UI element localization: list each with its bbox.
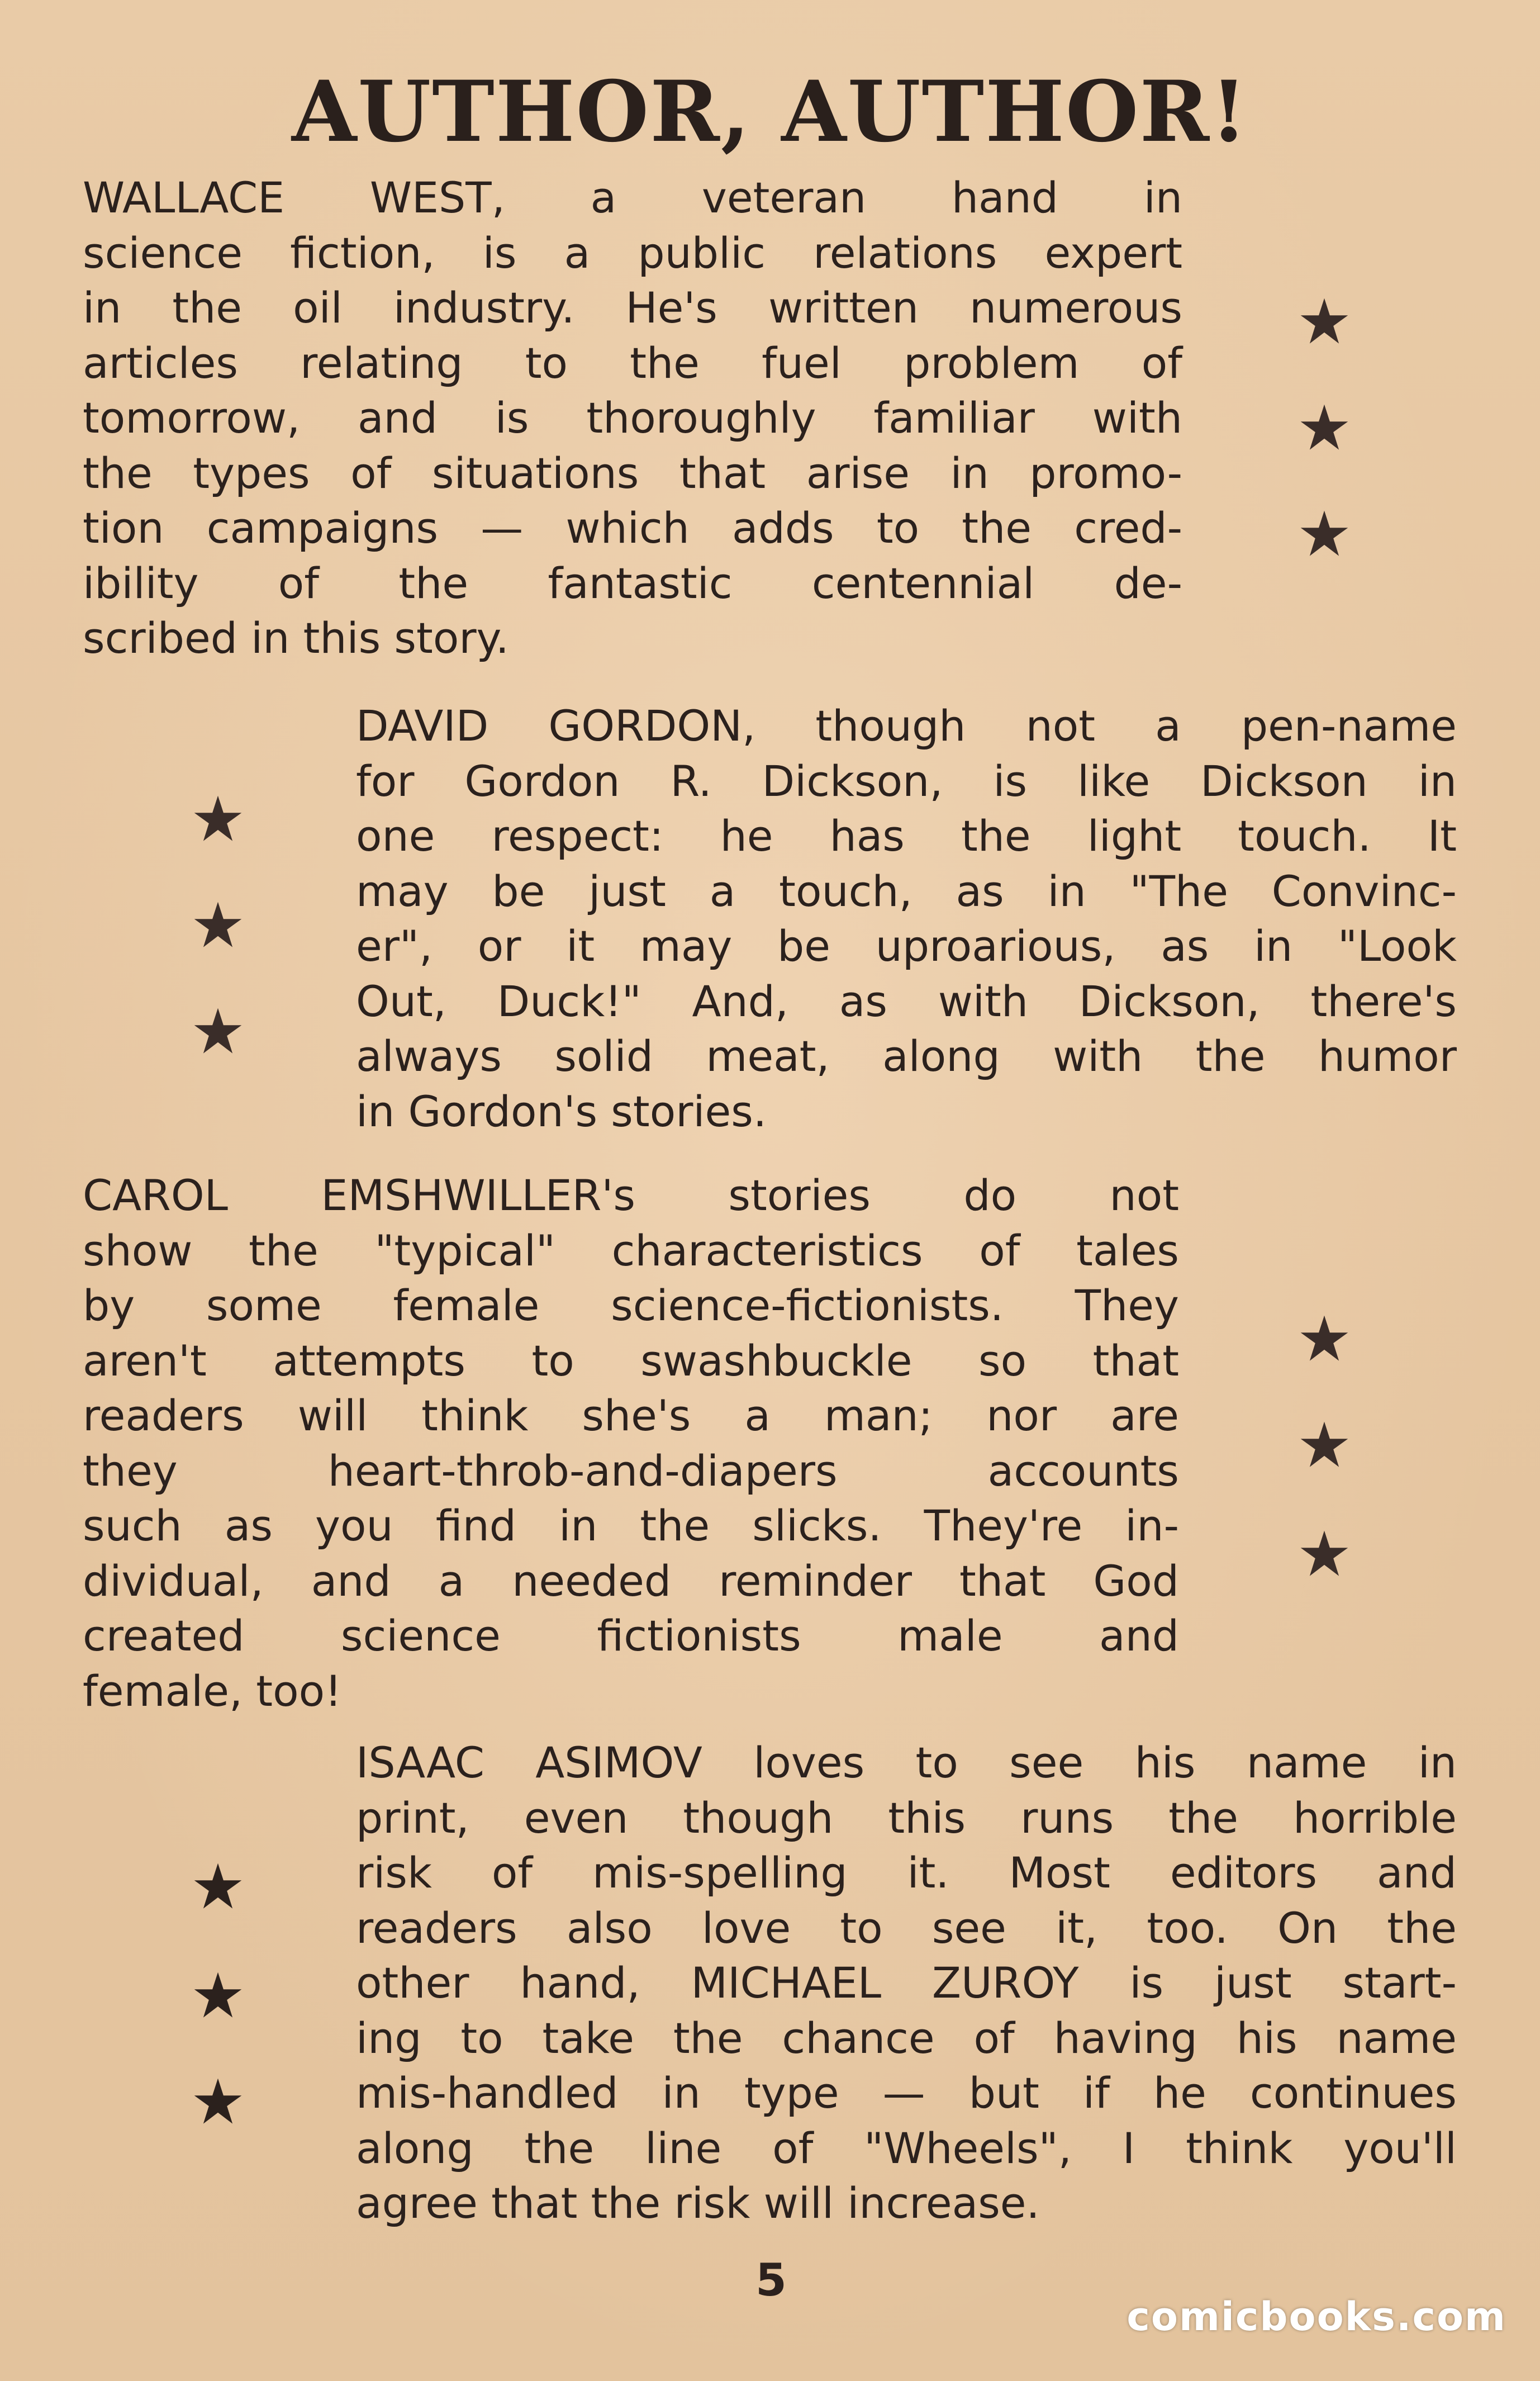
text-line: agree that the risk will increase. [356,2178,1040,2228]
star-icon [1299,509,1349,559]
text-line: CAROL EMSHWILLER's stories do not [83,1170,1179,1220]
text-line: readers will think she's a man; nor are [83,1391,1179,1440]
text-line: scribed in this story. [83,613,509,663]
text-line: one respect: he has the light touch. It [356,811,1457,861]
star-icon [193,2076,243,2127]
watermark: comicbooks.com [1127,2294,1506,2340]
text-line: ibility of the fantastic centennial de- [83,558,1182,608]
text-line: tion campaigns — which adds to the cred- [83,503,1182,553]
text-line: female, too! [83,1666,342,1716]
text-line: Out, Duck!" And, as with Dickson, there's [356,976,1457,1026]
page-number: 5 [755,2254,787,2306]
text-line: other hand, MICHAEL ZUROY is just start- [356,1958,1457,2008]
star-icon [193,1861,243,1912]
text-line: science fiction, is a public relations expert [83,227,1182,278]
text-line: such as you find in the slicks. They're in- [83,1501,1179,1550]
star-icon [193,900,243,950]
star-icon [1299,1529,1349,1579]
page-title: AUTHOR, AUTHOR! [291,63,1248,161]
text-line: created science fictionists male and [83,1611,1179,1661]
text-line: ISAAC ASIMOV loves to see his name in [356,1738,1457,1787]
star-icon [1299,1420,1349,1470]
text-line: DAVID GORDON, though not a pen-name [356,701,1457,751]
text-line: WALLACE WEST, a veteran hand in [83,173,1182,222]
text-line: ing to take the chance of having his name [356,2013,1457,2063]
author-blurb-carol-emshwiller [83,1168,1179,1719]
text-line: for Gordon R. Dickson, is like Dickson in [356,756,1457,806]
text-line: print, even though this runs the horrible [356,1792,1457,1843]
star-icon [193,794,243,844]
text-line: mis-handled in type — but if he continues [356,2068,1457,2118]
star-icon [1299,296,1349,347]
text-line: show the "typical" characteristics of tales [83,1225,1179,1275]
star-icon [1299,1313,1349,1364]
star-icon [193,1006,243,1056]
text-line: dividual, and a needed reminder that God [83,1555,1179,1606]
text-line: in the oil industry. He's written numerous [83,283,1182,333]
text-line: the types of situations that arise in promo- [83,448,1182,498]
text-line: tomorrow, and is thoroughly familiar with [83,393,1182,443]
author-blurb-david-gordon [356,699,1457,1139]
author-blurb-wallace-west [83,170,1182,666]
text-line: er", or it may be uproarious, as in "Look [356,921,1457,971]
text-line: aren't attempts to swashbuckle so that [83,1335,1179,1386]
text-line: in Gordon's stories. [356,1086,767,1136]
text-line: articles relating to the fuel problem of [83,338,1182,388]
text-line: risk of mis-spelling it. Most editors and [356,1848,1457,1898]
text-line: readers also love to see it, too. On the [356,1903,1457,1953]
text-line: by some female science-fictionists. They [83,1280,1179,1330]
star-icon [193,1970,243,2020]
text-line: they heart-throb-and-diapers accounts [83,1445,1179,1496]
author-blurb-isaac-asimov-michael-zuroy [356,1735,1457,2231]
text-line: always solid meat, along with the humor [356,1031,1457,1081]
text-line: may be just a touch, as in "The Convinc- [356,866,1457,916]
text-line: along the line of "Wheels", I think you'll [356,2123,1457,2173]
star-icon [1299,402,1349,453]
